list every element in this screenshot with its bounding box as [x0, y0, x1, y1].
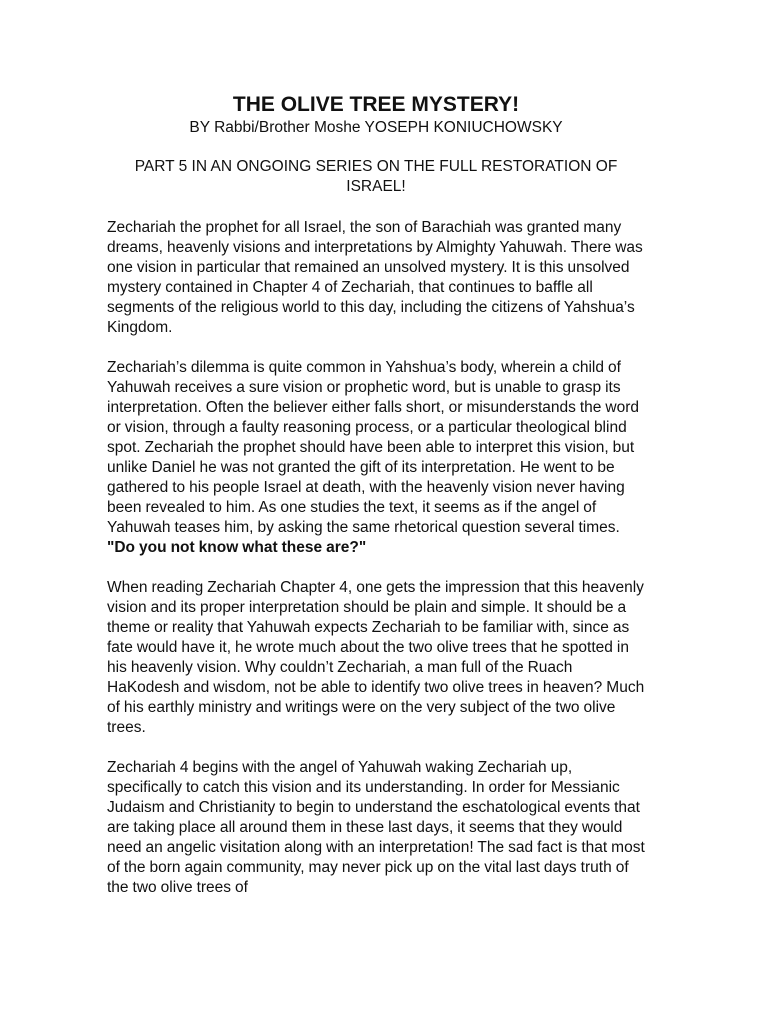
- document-title: THE OLIVE TREE MYSTERY!: [232, 93, 520, 116]
- series-subtitle-line-2: ISRAEL!: [346, 178, 406, 195]
- bold-quote: "Do you not know what these are?": [107, 539, 367, 556]
- body-paragraph: Zechariah the prophet for all Israel, the son of Barachiah was granted many dreams, heavenly visions and interpretations by Almighty Yahuwah. There was one vision in particular that remained an unsolved mystery. It is this unsolved mystery contained in Chapter 4 of Zechariah, that continues to baffle all segments of the religious world to this day, including the citizens of Yahshua’s Kingdom.: [107, 219, 643, 336]
- body-paragraph: [107, 358, 645, 558]
- body-paragraph-text: Zechariah’s dilemma is quite common in Yahshua’s body, wherein a child of Yahuwah receives a sure vision or prophetic word, but is unable to grasp its interpretation. Often the believer either falls short, or misunderstands the word or vision, through a faulty reasoning process, or a particular theological blind spot. Zechariah the prophet should have been able to interpret this vision, but unlike Daniel he was not granted the gift of its interpretation. He went to be gathered to his people Israel at death, with the heavenly vision never having been revealed to him. As one studies the text, it seems as if the angel of Yahuwah teases him, by asking the same rhetorical question several times.: [107, 359, 640, 536]
- document-byline: BY Rabbi/Brother Moshe YOSEPH KONIUCHOWSKY: [189, 119, 563, 136]
- series-subtitle: [107, 157, 645, 197]
- series-subtitle-line-1: PART 5 IN AN ONGOING SERIES ON THE FULL RESTORATION OF: [134, 158, 618, 175]
- body-paragraph: When reading Zechariah Chapter 4, one gets the impression that this heavenly vision and its proper interpretation should be plain and simple. It should be a theme or reality that Yahuwah expects Zechariah to be familiar with, since as fate would have it, he wrote much about the two olive trees that he spotted in his heavenly vision. Why couldn’t Zechariah, a man full of the Ruach HaKodesh and wisdom, not be able to identify two olive trees in heaven? Much of his earthly ministry and writings were on the very subject of the two olive trees.: [107, 579, 645, 736]
- body-paragraph: Zechariah 4 begins with the angel of Yahuwah waking Zechariah up, specifically to catch this vision and its understanding. In order for Messianic Judaism and Christianity to begin to understand the eschatological events that are taking place all around them in these last days, it seems that they would need an angelic visitation along with an interpretation! The sad fact is that most of the born again community, may never pick up on the vital last days truth of the two olive trees of: [107, 759, 645, 896]
